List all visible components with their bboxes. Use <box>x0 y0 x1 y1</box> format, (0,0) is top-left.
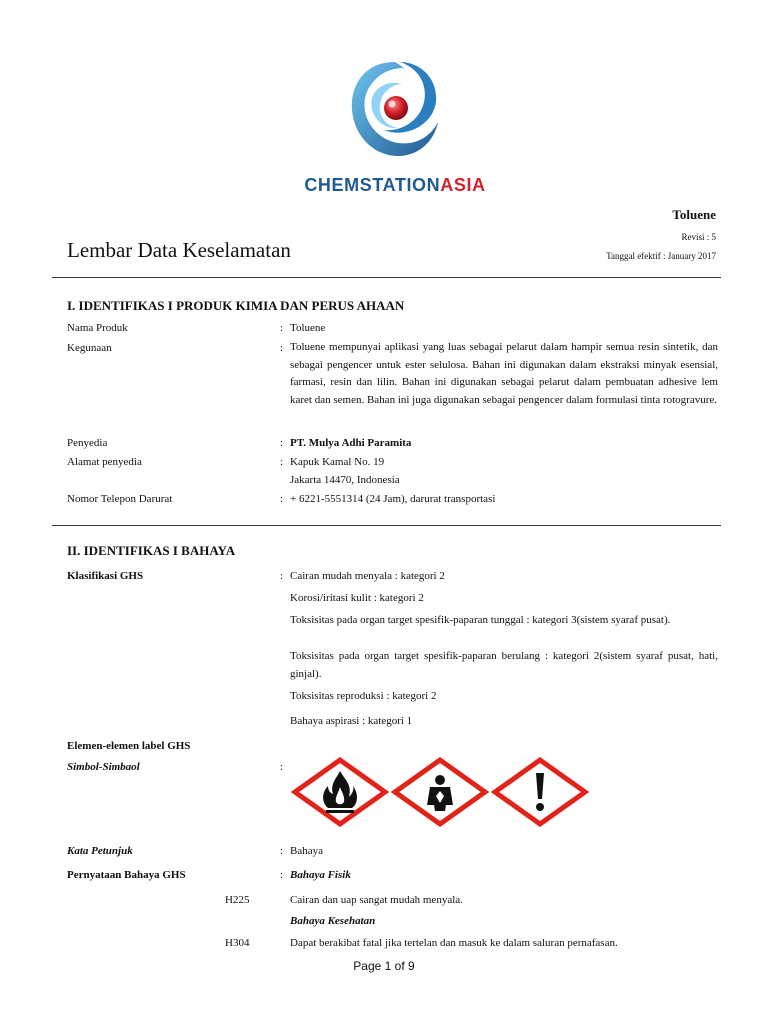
address-label: Alamat penyedia <box>67 456 142 468</box>
effective-date: Tanggal efektif : January 2017 <box>606 251 716 261</box>
exclamation-icon <box>495 760 585 824</box>
usage-label: Kegunaan <box>67 342 112 354</box>
ghs-pictograms <box>290 757 590 827</box>
colon: : <box>280 342 284 354</box>
product-name-header: Toluene <box>672 207 716 222</box>
colon: : <box>280 869 284 881</box>
divider <box>52 277 721 278</box>
page-number: Page 1 of 9 <box>353 959 415 973</box>
physical-hazard-heading: Bahaya Fisik <box>290 869 351 881</box>
ghs-label-elements-label: Elemen-elemen label GHS <box>67 740 191 752</box>
ghs-classification-label: Klasifikasi GHS <box>67 570 144 582</box>
section-2-title: II. IDENTIFIKAS I BAHAYA <box>67 543 236 558</box>
product-name-label: Nama Produk <box>67 322 128 334</box>
hazard-text-h225: Cairan dan uap sangat mudah menyala. <box>290 894 463 906</box>
address-line-2: Jakarta 14470, Indonesia <box>290 474 400 486</box>
health-hazard-icon <box>395 760 485 824</box>
brand-wordmark <box>280 175 510 196</box>
address-line-1: Kapuk Kamal No. 19 <box>290 456 385 468</box>
product-name-value: Toluene <box>290 322 326 334</box>
colon: : <box>280 570 284 582</box>
colon: : <box>280 845 284 857</box>
colon: : <box>280 322 284 334</box>
hazard-text-h304: Dapat berakibat fatal jika tertelan dan masuk ke dalam saluran pernafasan. <box>290 937 618 949</box>
hazard-code-h304: H304 <box>225 937 250 949</box>
emergency-phone-value: + 6221-5551314 (24 Jam), darurat transportasi <box>290 493 496 505</box>
hazard-code-h225: H225 <box>225 894 250 906</box>
usage-value: Toluene mempunyai aplikasi yang luas sebagai pelarut dalam hampir semua resin sintetik, dan sebagai pengencer untuk ester selulosa. Bahan ini digunakan dalam ekstraksi minyak esensial, farmasi, resin dan lilin. Bahan ini digunakan sebagai pelarut dalam pembuatan adhesive lem karet dan semen. Bahan ini juga digunakan sebagai pengencer dalam formulasi tinta rotogravure. <box>290 341 718 406</box>
signal-word-value: Bahaya <box>290 845 323 857</box>
revision-label: Revisi : 5 <box>681 232 716 242</box>
colon: : <box>280 456 284 468</box>
classification-item: Toksisitas reproduksi : kategori 2 <box>290 690 437 702</box>
colon: : <box>280 437 284 449</box>
classification-item: Bahaya aspirasi : kategori 1 <box>290 715 413 727</box>
emergency-phone-label: Nomor Telepon Darurat <box>67 493 173 505</box>
brand-asia: ASIA <box>440 175 486 195</box>
chemstation-logo <box>348 58 440 160</box>
hazard-statement-label: Pernyataan Bahaya GHS <box>67 869 186 881</box>
symbols-label: Simbol-Simbaol <box>67 761 140 773</box>
brand-chem: CHEMSTATION <box>304 175 441 195</box>
flame-icon <box>295 760 385 824</box>
classification-item: Toksisitas pada organ target spesifik-paparan berulang : kategori 2(sistem syaraf pusat, hati, ginjal). <box>290 650 718 680</box>
classification-item: Korosi/iritasi kulit : kategori 2 <box>290 592 424 604</box>
colon: : <box>280 761 284 773</box>
supplier-label: Penyedia <box>67 437 108 449</box>
health-hazard-heading: Bahaya Kesehatan <box>290 915 376 927</box>
classification-item: Toksisitas pada organ target spesifik-paparan tunggal : kategori 3(sistem syaraf pusat). <box>290 614 671 626</box>
divider <box>52 525 721 526</box>
document-title: Lembar Data Keselamatan <box>67 238 291 262</box>
classification-item: Cairan mudah menyala : kategori 2 <box>290 570 445 582</box>
section-1-title: I. IDENTIFIKAS I PRODUK KIMIA DAN PERUS AHAAN <box>67 298 405 313</box>
colon: : <box>280 493 284 505</box>
signal-word-label: Kata Petunjuk <box>67 845 133 857</box>
supplier-value: PT. Mulya Adhi Paramita <box>290 437 412 449</box>
